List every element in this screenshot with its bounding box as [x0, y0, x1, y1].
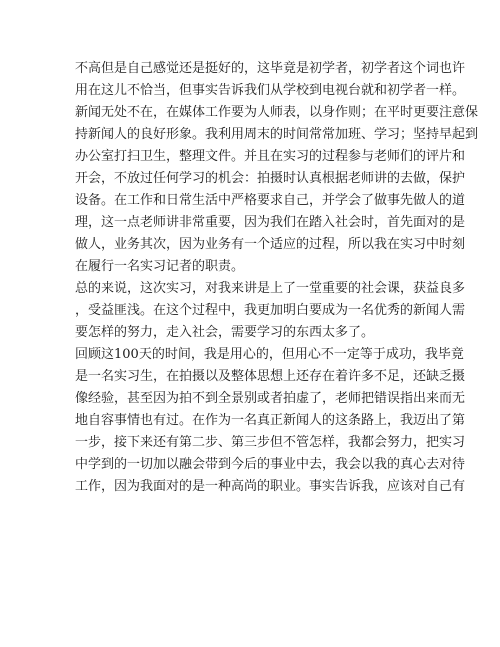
text-line: 持新闻人的良好形象。我利用周末的时间常常加班、学习；坚持早起到	[75, 127, 479, 142]
text-line: 在履行一名实习记者的职责。	[75, 259, 245, 274]
text-line: 一步，接下来还有第二步、第三步但不管怎样，我都会努力，把实习	[75, 435, 466, 450]
text-line: 地自容事情也有过。在作为一名真正新闻人的这条路上，我迈出了第	[75, 413, 466, 428]
text-line: 工作，因为我面对的是一种高尚的职业。事实告诉我，应该对自己有	[75, 479, 466, 494]
text-line: 是一名实习生，在拍摄以及整体思想上还存在着许多不足，还缺乏摄	[75, 369, 466, 384]
text-line: 做人，业务其次，因为业务有一个适应的过程，所以我在实习中时刻	[75, 237, 466, 252]
text-line: 理，这一点老师讲非常重要，因为我们在踏入社会时，首先面对的是	[75, 215, 466, 230]
text-line: 办公室打扫卫生，整理文件。并且在实习的过程参与老师们的评片和	[75, 149, 466, 164]
body-text	[75, 58, 479, 498]
text-line: ，受益匪浅。在这个过程中，我更加明白要成为一名优秀的新闻人需	[75, 303, 466, 318]
text-line: 像经验，甚至因为拍不到全景别或者拍虚了，老师把错误指出来而无	[75, 391, 466, 406]
text-line: 不高但是自己感觉还是挺好的，这毕竟是初学者，初学者这个词也许	[75, 61, 466, 76]
text-line: 新闻无处不在，在媒体工作要为人师表，以身作则；在平时更要注意保	[75, 105, 479, 120]
text-line: 要怎样的努力，走入社会，需要学习的东西太多了。	[75, 325, 375, 340]
text-line: 设备。在工作和日常生活中严格要求自己，并学会了做事先做人的道	[75, 193, 466, 208]
text-line: 用在这儿不恰当，但事实告诉我们从学校到电视台就和初学者一样。	[75, 83, 466, 98]
text-line: 开会，不放过任何学习的机会：拍摄时认真根据老师讲的去做，保护	[75, 171, 466, 186]
text-line: 回顾这100天的时间，我是用心的，但用心不一定等于成功，我毕竟	[75, 347, 464, 362]
text-line: 中学到的一切加以融会带到今后的事业中去，我会以我的真心去对待	[75, 457, 466, 472]
text-line: 总的来说，这次实习，对我来讲是上了一堂重要的社会课，获益良多	[75, 281, 466, 296]
